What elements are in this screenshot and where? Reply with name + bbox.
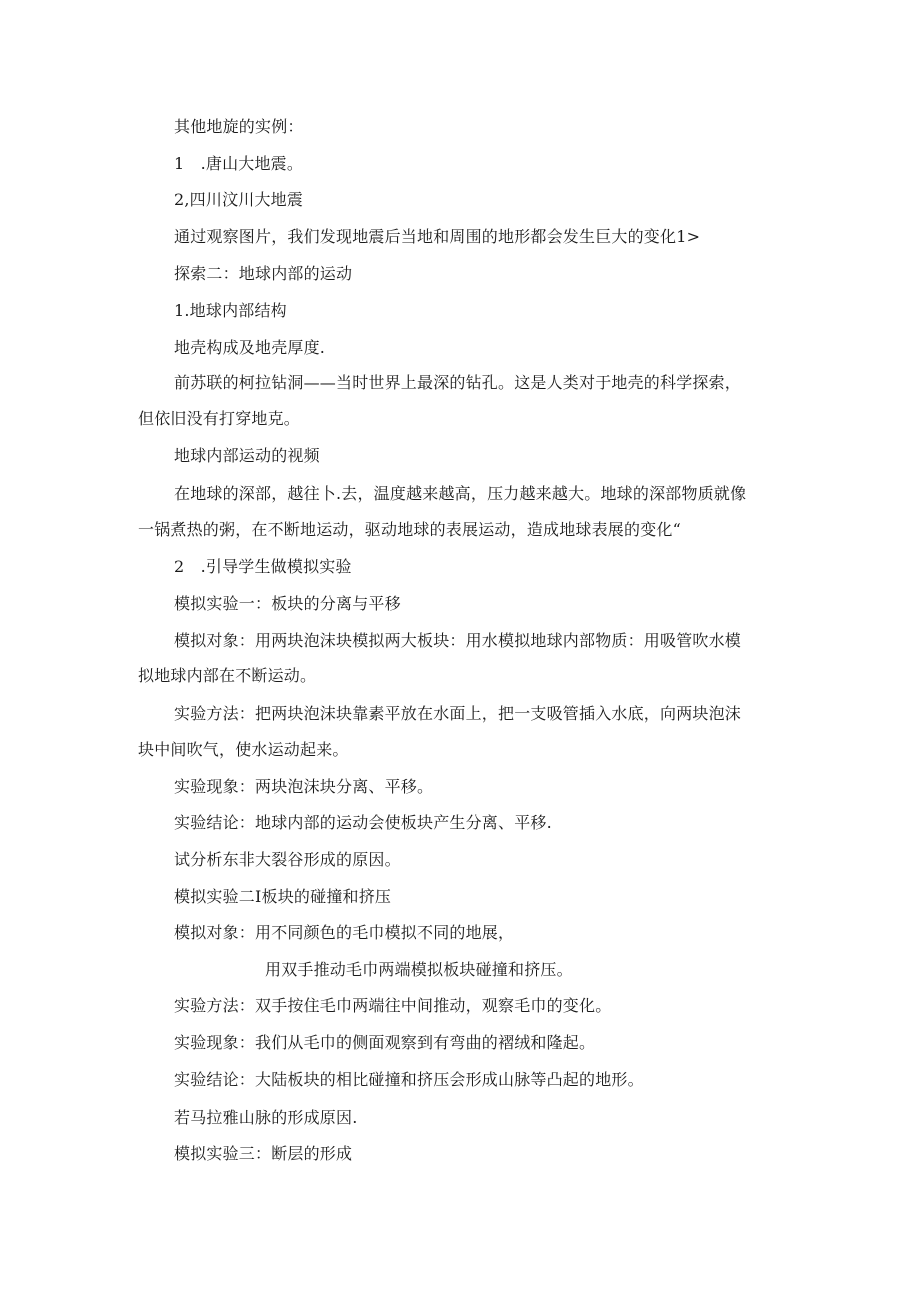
text-line: 但依旧没有打穿地克。 [138,409,301,428]
text-line: 2 .引导学生做模拟实验 [174,557,352,576]
text-line: 实验结论：大陆板块的相比碰撞和挤压会形成山脉等凸起的地形。 [174,1070,644,1089]
text-line: 实验现象：两块泡沫块分离、平移。 [174,777,434,796]
text-line: 地壳构成及地壳厚度. [174,338,326,357]
text-line: 用双手推动毛巾两端模拟板块碰撞和挤压。 [265,960,573,979]
text-line: 1 .唐山大地震。 [174,154,304,173]
text-line: 前苏联的柯拉钻洞——当时世界上最深的钻孔。这是人类对于地壳的科学探索， [174,373,742,392]
text-line: 试分析东非大裂谷形成的原因。 [174,850,401,869]
text-line: 一锅煮热的粥，在不断地运动，驱动地球的表展运动，造成地球表展的变化“ [138,520,681,539]
text-line: 地球内部运动的视频 [174,446,320,465]
text-line: 1.地球内部结构 [174,301,287,320]
text-line: 模拟实验二I板块的碰撞和挤压 [174,887,392,906]
text-line: 模拟对象：用两块泡沫块模拟两大板块：用水模拟地球内部物质：用吸管吹水模 [174,631,742,650]
text-line: 其他地旋的实例： [174,117,304,136]
text-line: 实验方法：双手按住毛巾两端往中间推动，观察毛巾的变化。 [174,996,612,1015]
text-line: 2,四川汶川大地震 [174,190,304,209]
text-line: 在地球的深部，越往卜.去，温度越来越高，压力越来越大。地球的深部物质就像 [174,484,747,503]
text-line: 实验现象：我们从毛巾的侧面观察到有弯曲的褶绒和隆起。 [174,1033,596,1052]
text-line: 模拟实验三：断层的形成 [174,1144,353,1163]
text-line: 通过观察图片，我们发现地震后当地和周围的地形都会发生巨大的变化1> [174,227,701,246]
text-line: 实验结论：地球内部的运动会使板块产生分离、平移. [174,813,552,832]
text-line: 探索二：地球内部的运动 [174,264,353,283]
text-line: 拟地球内部在不断运动。 [138,666,317,685]
text-line: 模拟实验一：板块的分离与平移 [174,594,401,613]
text-line: 若马拉雅山脉的形成原因. [174,1108,358,1127]
text-line: 模拟对象：用不同颜色的毛巾模拟不同的地展， [174,923,515,942]
text-line: 块中间吹气，使水运动起来。 [138,740,349,759]
text-line: 实验方法：把两块泡沫块靠素平放在水面上，把一支吸管插入水底，向两块泡沫 [174,704,742,723]
